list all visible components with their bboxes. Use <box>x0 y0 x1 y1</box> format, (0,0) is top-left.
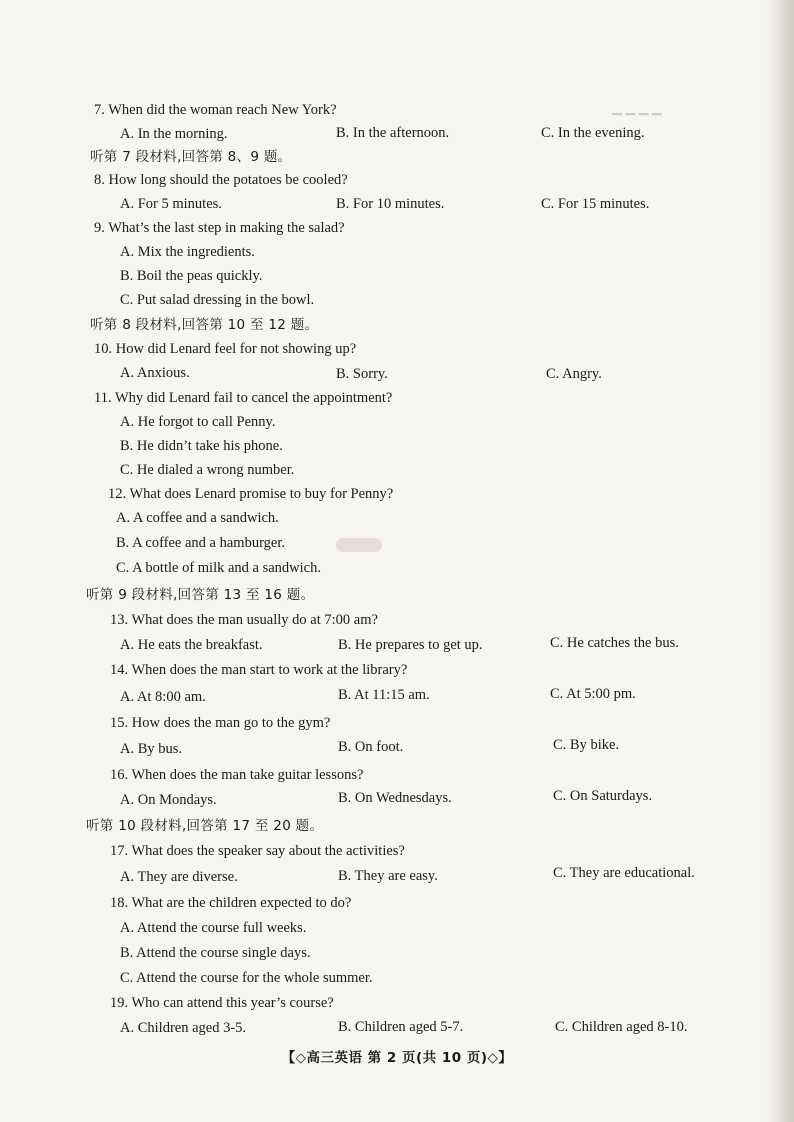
page-footer: 【◇高三英语 第 2 页(共 10 页)◇】 <box>281 1050 513 1066</box>
question-18-stem: 18. What are the children expected to do? <box>110 895 352 911</box>
question-19-stem: 19. Who can attend this year’s course? <box>110 995 334 1011</box>
question-17-stem: 17. What does the speaker say about the activities? <box>110 843 405 859</box>
section-10-heading: 听第 10 段材料,回答第 17 至 20 题。 <box>86 818 324 834</box>
section-8-heading: 听第 8 段材料,回答第 10 至 12 题。 <box>90 317 319 333</box>
question-11-option-a: A. He forgot to call Penny. <box>120 414 276 430</box>
question-13-option-b: B. He prepares to get up. <box>338 637 483 653</box>
stamp-mark <box>336 538 382 552</box>
question-10-option-a: A. Anxious. <box>120 365 190 381</box>
question-17-option-a: A. They are diverse. <box>120 869 238 885</box>
question-9-stem: 9. What’s the last step in making the salad? <box>94 220 345 236</box>
question-15-option-a: A. By bus. <box>120 741 183 757</box>
question-8-stem: 8. How long should the potatoes be cooled? <box>94 172 348 188</box>
question-19-option-c: C. Children aged 8-10. <box>555 1019 688 1035</box>
question-14-option-c: C. At 5:00 pm. <box>550 686 636 702</box>
question-17-option-b: B. They are easy. <box>338 868 438 884</box>
section-9-heading: 听第 9 段材料,回答第 13 至 16 题。 <box>86 587 315 603</box>
question-10-option-c: C. Angry. <box>546 366 602 382</box>
question-19-option-a: A. Children aged 3-5. <box>120 1020 247 1036</box>
question-13-option-c: C. He catches the bus. <box>550 635 679 651</box>
question-7-option-c: C. In the evening. <box>541 125 645 141</box>
question-7-stem: 7. When did the woman reach New York? <box>94 102 337 118</box>
question-18-option-c: C. Attend the course for the whole summer. <box>120 970 373 986</box>
question-11-option-c: C. He dialed a wrong number. <box>120 462 295 478</box>
question-17-option-c: C. They are educational. <box>553 865 695 881</box>
question-15-stem: 15. How does the man go to the gym? <box>110 715 331 731</box>
question-16-option-c: C. On Saturdays. <box>553 788 653 804</box>
question-9-option-a: A. Mix the ingredients. <box>120 244 255 260</box>
question-16-option-a: A. On Mondays. <box>120 792 217 808</box>
question-12-option-a: A. A coffee and a sandwich. <box>116 510 279 526</box>
question-13-option-a: A. He eats the breakfast. <box>120 637 263 653</box>
question-12-option-c: C. A bottle of milk and a sandwich. <box>116 560 321 576</box>
question-12-stem: 12. What does Lenard promise to buy for Penny? <box>108 486 394 502</box>
section-7-heading: 听第 7 段材料,回答第 8、9 题。 <box>90 149 292 165</box>
question-15-option-b: B. On foot. <box>338 739 404 755</box>
bleed-through-text: ▁ ▁ ▁ ▁ <box>612 100 662 115</box>
page-edge-shadow <box>766 0 794 1122</box>
question-10-stem: 10. How did Lenard feel for not showing up? <box>94 341 357 357</box>
question-14-option-b: B. At 11:15 am. <box>338 687 430 703</box>
question-16-stem: 16. When does the man take guitar lessons? <box>110 767 364 783</box>
question-14-stem: 14. When does the man start to work at the library? <box>110 662 408 678</box>
question-18-option-b: B. Attend the course single days. <box>120 945 311 961</box>
question-7-option-a: A. In the morning. <box>120 126 228 142</box>
question-13-stem: 13. What does the man usually do at 7:00 am? <box>110 612 378 628</box>
question-10-option-b: B. Sorry. <box>336 366 388 382</box>
question-18-option-a: A. Attend the course full weeks. <box>120 920 307 936</box>
question-11-option-b: B. He didn’t take his phone. <box>120 438 283 454</box>
question-7-option-b: B. In the afternoon. <box>336 125 450 141</box>
question-14-option-a: A. At 8:00 am. <box>120 689 206 705</box>
question-9-option-b: B. Boil the peas quickly. <box>120 268 263 284</box>
question-16-option-b: B. On Wednesdays. <box>338 790 452 806</box>
question-11-stem: 11. Why did Lenard fail to cancel the appointment? <box>94 390 393 406</box>
question-15-option-c: C. By bike. <box>553 737 620 753</box>
question-12-option-b: B. A coffee and a hamburger. <box>116 535 285 551</box>
question-9-option-c: C. Put salad dressing in the bowl. <box>120 292 315 308</box>
question-8-option-a: A. For 5 minutes. <box>120 196 222 212</box>
question-19-option-b: B. Children aged 5-7. <box>338 1019 464 1035</box>
question-8-option-b: B. For 10 minutes. <box>336 196 445 212</box>
question-8-option-c: C. For 15 minutes. <box>541 196 650 212</box>
